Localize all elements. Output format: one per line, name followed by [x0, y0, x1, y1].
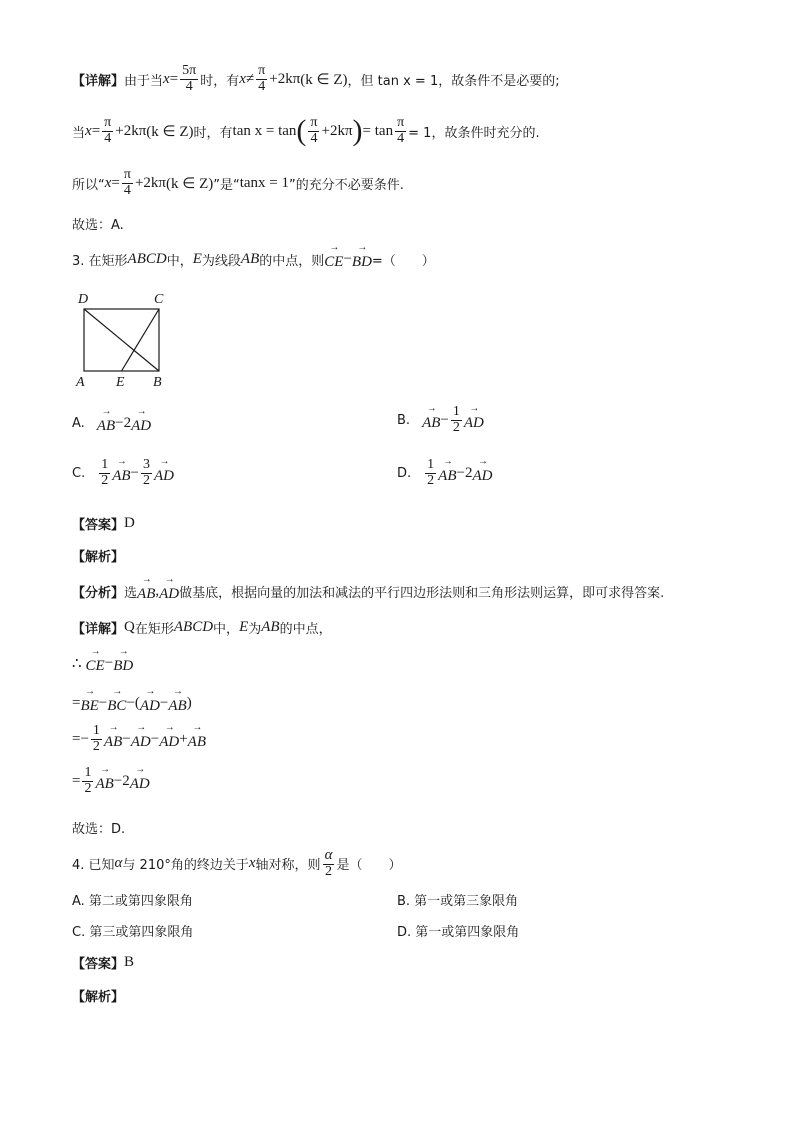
option-4d[interactable]: D. 第一或第四象限角	[397, 925, 520, 940]
label-e: E	[116, 375, 125, 388]
detail-line-2: 当 x = $\frac{\pi}{4}$ +2kπ (k ∈ Z) 时，有 tan x = tan ( $\frac{\pi}{4}$ +2kπ ) = tan $\frac{\pi}{4}$ = 1，故条件时充分的.	[72, 114, 540, 148]
rectangle-diagram	[72, 288, 182, 388]
fraction: $\frac{\pi}{4}$	[258, 63, 266, 94]
detail-tag: 【详解】	[72, 73, 125, 89]
detail-line-3: 所以“ x = $\frac{\pi}{4}$ +2kπ (k ∈ Z) ”是“ tanx = 1 ”的充分不必要条件.	[72, 167, 404, 198]
choose-line-1: 故选：A.	[72, 218, 124, 233]
fraction: $\frac{\pi}{4}$	[397, 115, 405, 146]
option-4b[interactable]: B. 第一或第三象限角	[397, 894, 519, 909]
vector: → BD	[352, 248, 372, 271]
diagonal-bd	[84, 309, 159, 371]
analysis-3: 【分析】 选 → AB , → AD 做基底，根据向量的加法和减法的平行四边形法则和三角形法则运算，即可求得答案.	[72, 580, 664, 603]
answer-3: 【答案】 D	[72, 515, 135, 533]
step-1: ∴ → CE − → BD	[72, 652, 133, 675]
option-d[interactable]: D. $\frac{1}{2}$ → AB −2 → AD	[397, 458, 492, 488]
analysis-tag-4: 【解析】	[72, 990, 125, 1005]
answer-4: 【答案】 B	[72, 954, 135, 972]
step-4: = $\frac{1}{2}$ → AB −2 → AD	[72, 766, 150, 796]
label-d: D	[78, 292, 89, 307]
segment-ce	[122, 309, 160, 371]
label-b: B	[153, 375, 162, 388]
label-c: C	[154, 292, 164, 307]
detail-3b: 【详解】 Q 在矩形 ABCD 中， E 为 AB 的中点，	[72, 619, 332, 637]
step-2: = → BE − → BC −( → AD − → AB )	[72, 692, 192, 715]
option-a[interactable]: A. → AB −2 → AD	[72, 412, 151, 435]
detail-line-1: 【详解】 由于当 x = $\frac{5\pi}{4}$ 时，有 x ≠ $\frac{\pi}{4}$ +2kπ (k ∈ Z) ，但 tan x = 1，故条件不是必要的;	[72, 63, 560, 94]
step-3: =− $\frac{1}{2}$ → AB − → AD − → AD + → AB	[72, 724, 206, 754]
fraction: $\frac{\pi}{4}$	[104, 115, 112, 146]
fraction: $\frac{5\pi}{4}$	[182, 63, 197, 94]
fraction: $\frac{\pi}{4}$	[310, 115, 318, 146]
analysis-tag-3: 【解析】	[72, 550, 125, 565]
option-4a[interactable]: A. 第二或第四象限角	[72, 894, 193, 909]
fraction: $\frac{\pi}{4}$	[123, 167, 131, 198]
label-a: A	[76, 375, 85, 388]
option-4c[interactable]: C. 第三或第四象限角	[72, 925, 194, 940]
option-b[interactable]: B. → AB − $\frac{1}{2}$ → AD	[397, 405, 484, 435]
choose-line-3: 故选：D.	[72, 822, 126, 837]
option-c[interactable]: C. $\frac{1}{2}$ → AB − $\frac{3}{2}$ → AD	[72, 458, 174, 488]
question-3: 3. 在矩形 ABCD 中， E 为线段 AB 的中点，则 → CE − → BD =（ ）	[72, 248, 435, 271]
vector: → CE	[324, 248, 343, 271]
question-4: 4. 已知 α 与 210°角的终边关于 x 轴对称，则 $\frac{\alpha}{2}$ 是（ ）	[72, 847, 402, 879]
